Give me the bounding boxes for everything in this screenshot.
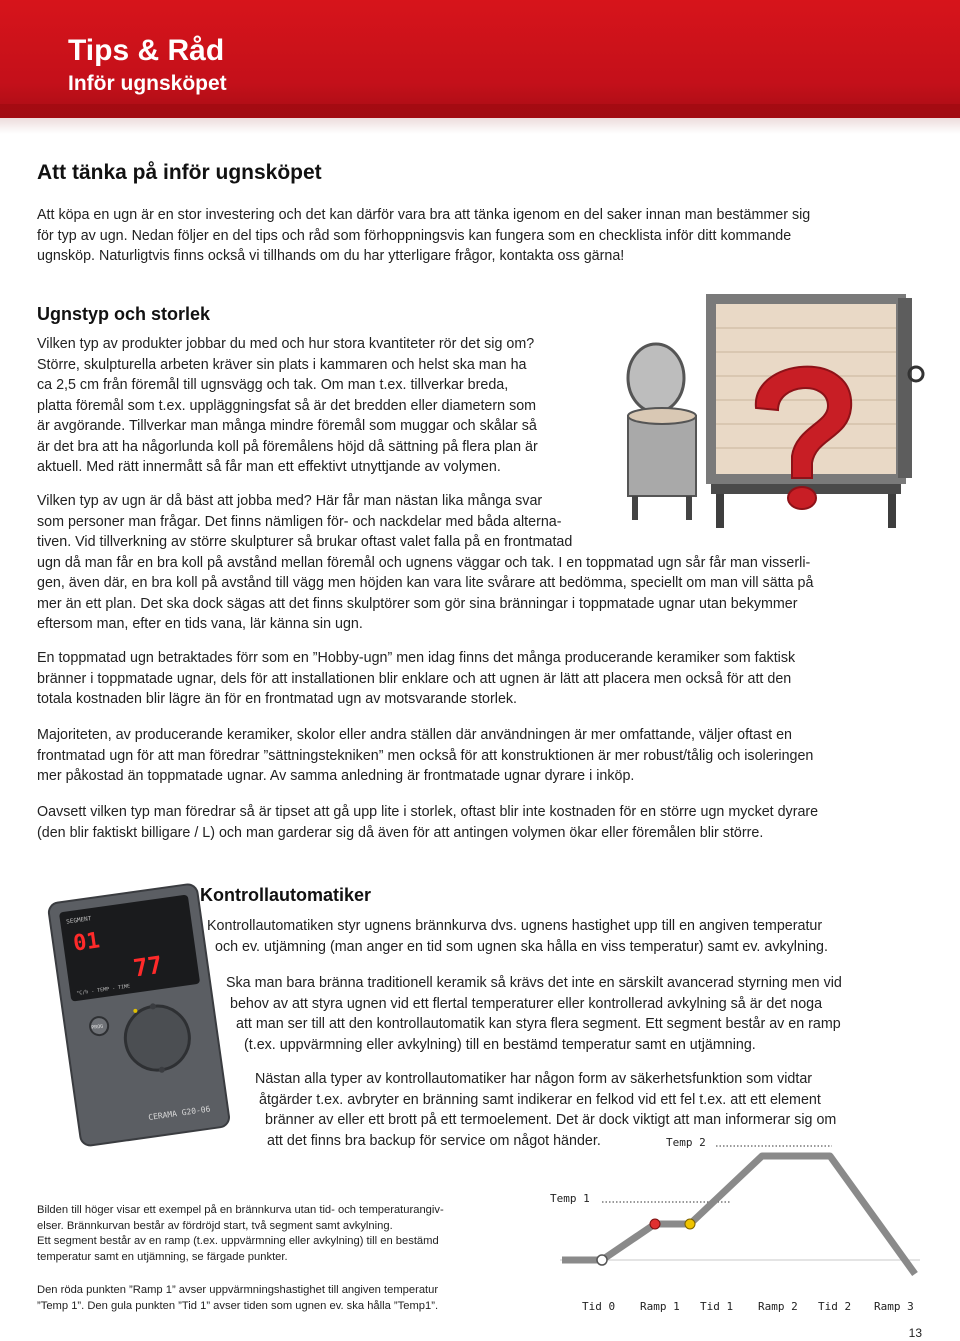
page-subtitle: Inför ugnsköpet: [68, 72, 227, 95]
text-line: Ska man bara bränna traditionell keramik så krävs det inte en särskilt avancerad styrning men vid: [226, 975, 842, 991]
text-line: Den röda punkten ”Ramp 1” avser uppvärmningshastighet till angiven temperatur: [37, 1284, 439, 1296]
x-label-tid2: Tid 2: [818, 1300, 852, 1313]
x-label-ramp1: Ramp 1: [640, 1300, 680, 1313]
controller-brand: CERAMA G20-06: [147, 1104, 211, 1123]
text-line: bränner av eller ett brott på ett termoelement. Det är dock viktigt att man informerar sig om: [265, 1112, 837, 1128]
kontroll-heading: Kontrollautomatiker: [200, 885, 372, 905]
start-point: [597, 1255, 607, 1265]
text-line: temperatur samt en utjämning, se färgade punkter.: [37, 1250, 288, 1263]
unit-label: °C/h - TEMP - TIME: [76, 983, 131, 997]
header-shadow: [0, 104, 960, 134]
text-line: ”Temp 1”. Den gula punkten ”Tid 1” avser tiden som ugnen ev. ska hålla ”Temp1”.: [37, 1299, 439, 1312]
text-line: Bilden till höger visar ett exempel på en brännkurva utan tid- och temperaturangiv-: [37, 1204, 444, 1216]
text-line: att det finns bra backup för service om något händer.: [267, 1132, 601, 1149]
text-line: Vilken typ av produkter jobbar du med och hur stora kvantiteter rör det sig om?: [37, 336, 535, 352]
kiln-stand-leg: [716, 494, 724, 528]
text-line: Nästan alla typer av kontrollautomatiker har någon form av säkerhetsfunktion som vidtar: [255, 1071, 813, 1087]
top-kiln-leg: [632, 496, 638, 520]
text-line: mer påkostad än toppmatade ugnar. Av samma anledning är frontmatade ugnar dyrare i inköp.: [37, 768, 635, 784]
temp2-label: Temp 2: [666, 1136, 706, 1149]
text-line: Majoriteten, av producerande keramiker, skolor eller andra ställen där användningen är mer omfattande, väljer oftast en: [37, 727, 792, 743]
text-line: aktuell. Med rätt innermått så får man ett effektivt utnyttjande av volymen.: [37, 459, 501, 475]
curve-caption-1: [37, 1203, 444, 1265]
text-line: och ev. utjämning (man anger en tid som ugnen ska hålla en viss temperatur) samt ev. avkylning.: [215, 938, 828, 955]
temp1-label: Temp 1: [550, 1192, 590, 1205]
kontroll-paragraph-1: [207, 916, 828, 957]
text-line: Vilken typ av ugn är då bäst att jobba med? Här får man nästan lika många svar: [37, 493, 543, 509]
intro-heading: Att tänka på inför ugnsköpet: [37, 161, 322, 184]
text-line: (den blir faktiskt billigare / L) och man garderar sig då även för att antingen volymen ökar eller föremålen blir större.: [37, 824, 764, 841]
question-mark-dot: [788, 487, 816, 509]
text-line: ugn då man får en bra koll på avstånd mellan föremål och ugnens väggar och tak. I en toppmatad ugn sår får man visserli-: [37, 554, 811, 571]
intro-line: Att köpa en ugn är en stor investering och det kan därför vara bra att tänka igenom en del saker innan man bestämmer sig: [37, 207, 811, 223]
text-line: ca 2,5 cm från föremål till ugnsvägg och tak. Om man t.ex. tillverkar breda,: [37, 377, 509, 393]
text-line: tiven. Vid tillverkning av större skulpturer så brukar oftast valet falla på en frontmatad: [37, 534, 573, 550]
ugnstyp-paragraph-1: [37, 334, 538, 478]
intro-line: ugnsköp. Naturligtvis finns också vi tillhands om du har ytterligare frågor, kontakta oss gärna!: [37, 248, 625, 264]
page-title: Tips & Råd: [68, 34, 225, 67]
ugnstyp-paragraph-4: [37, 725, 813, 787]
text-line: mer än ett plan. Det ska dock sägas att det finns skulptörer som gör sina bränningar i toppmatade ugnar utan bekymmer: [37, 595, 798, 612]
text-line: åtgärder t.ex. avbryter en bränning samt indikerar en felkod vid ett fel t.ex. att ett element: [259, 1091, 821, 1108]
x-label-ramp3: Ramp 3: [874, 1300, 914, 1313]
tid1-point: [685, 1219, 695, 1229]
ugnstyp-heading: Ugnstyp och storlek: [37, 304, 211, 324]
text-line: som personer man frågar. Det finns nämligen för- och nackdelar med båda alterna-: [37, 513, 562, 530]
text-line: Större, skulpturella arbeten kräver sin plats i kammaren och helst ska man ha: [37, 356, 527, 373]
top-kiln-body: [628, 416, 696, 496]
text-line: platta föremål som t.ex. uppläggningsfat så är det bredden eller diametern som: [37, 397, 537, 414]
intro-line: för typ av ugn. Nedan följer en del tips och råd som förhoppningsvis kan fungera som en checklista inför ditt kommande: [37, 227, 792, 244]
x-label-tid1: Tid 1: [700, 1300, 734, 1313]
text-line: elser. Brännkurvan består av fördröjd start, två segment samt avkylning.: [37, 1219, 393, 1232]
intro-paragraph: [37, 205, 810, 267]
kilns-illustration: [616, 288, 932, 528]
text-line: totala kostnaden blir lägre än för en frontmatad ugn av motsvarande storlek.: [37, 691, 518, 707]
ugnstyp-paragraph-5: [37, 802, 818, 843]
top-kiln-opening: [628, 408, 696, 424]
ramp1-point: [650, 1219, 660, 1229]
kiln-stand-leg: [888, 494, 896, 528]
text-line: frontmatad ugn för att man föredrar ”sättningstekniken” men också för att konstruktionen är mer robust/tålig och isoleringen: [37, 747, 814, 764]
ugnstyp-paragraph-3: [37, 648, 795, 710]
prog-button-label: PROG: [90, 1023, 104, 1032]
text-line: Ett segment består av en ramp (t.ex. uppvärmning eller avkylning) till en bestämd: [37, 1235, 439, 1247]
text-line: (t.ex. uppvärmning eller avkylning) till en bestämd temperatur samt en utjämning.: [244, 1036, 756, 1053]
text-line: bränner i toppmatade ugnar, dels för att installationen blir enklare och att ugnen är lätt att placera men också för att den: [37, 670, 792, 687]
kontroll-paragraph-2: [226, 973, 842, 1055]
front-kiln-door: [898, 298, 912, 478]
temperature-display: 77: [131, 950, 165, 983]
text-line: behov av att styra ugnen vid ett flertal temperaturer eller kontrollerad avkylning så är det noga: [230, 995, 823, 1012]
page-number: 13: [908, 1326, 922, 1340]
controller-illustration: [36, 880, 248, 1150]
x-label-ramp2: Ramp 2: [758, 1300, 798, 1313]
curve-caption-2: [37, 1283, 438, 1314]
firing-curve-diagram: [540, 1132, 930, 1317]
text-line: En toppmatad ugn betraktades förr som en ”Hobby-ugn” men idag finns det många producerande keramiker som faktisk: [37, 650, 796, 666]
text-line: är det bra att ha någorlunda koll på föremålens höjd då sättning på flera plan är: [37, 438, 538, 455]
text-line: att man ser till att den kontrollautomatik kan styra flera segment. Ett segment består av en ramp: [236, 1016, 841, 1032]
top-kiln-leg: [686, 496, 692, 520]
text-line: Kontrollautomatiken styr ugnens brännkurva dvs. ugnens hastighet upp till en angiven temperatur: [207, 918, 823, 934]
text-line: är avgörande. Tillverkar man många mindre föremål som muggar och skålar så: [37, 418, 537, 434]
x-label-tid0: Tid 0: [582, 1300, 616, 1313]
text-line: gen, även där, en bra koll på avstånd till vägg men höjden kan vara lite svårare att bedömma, speciellt om man vill sätta på: [37, 575, 814, 591]
text-line: eftersom man, efter en tids vana, lär känna sin ugn.: [37, 616, 363, 632]
top-kiln-lid: [628, 344, 684, 412]
segment-label: SEGMENT: [65, 915, 92, 926]
firing-curve-line: [562, 1156, 915, 1274]
segment-display: 01: [71, 928, 102, 957]
text-line: Oavsett vilken typ man föredrar så är tipset att gå upp lite i storlek, oftast blir inte kostnaden för en större ugn mycket dyrare: [37, 804, 819, 820]
